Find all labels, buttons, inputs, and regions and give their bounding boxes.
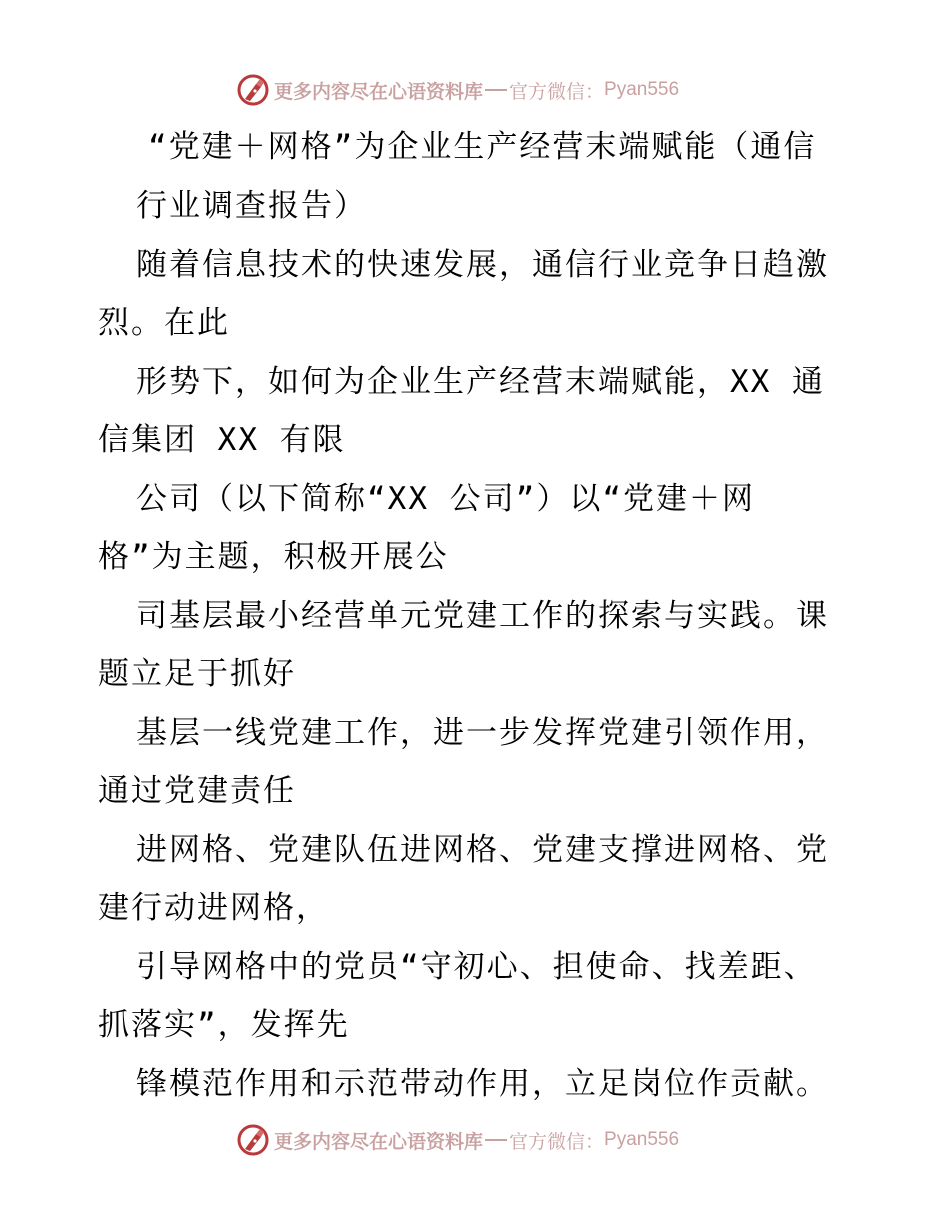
watermark-wechat-id: Pyan556 [604, 79, 680, 100]
watermark-text: 更多内容尽在心语资料库 [274, 80, 484, 103]
header-watermark [236, 72, 679, 108]
watermark-wechat-id: Pyan556 [604, 1129, 680, 1150]
watermark-wechat-label: 官方微信： [509, 1130, 605, 1153]
document-text-line: 引导网格中的党员“守初心、担使命、找差距、 [136, 949, 817, 985]
document-text-line: 抓落实”，发挥先 [98, 1007, 350, 1043]
document-text-line: 基层一线党建工作，进一步发挥党建引领作用， [136, 715, 829, 751]
watermark-dash [485, 1139, 507, 1141]
watermark-dash [485, 89, 507, 91]
document-text-line: 通过党建责任 [98, 773, 296, 809]
footer-watermark [236, 1122, 679, 1158]
watermark-text: 更多内容尽在心语资料库 [274, 1130, 484, 1153]
document-text-line: 进网格、党建队伍进网格、党建支撑进网格、党 [136, 832, 829, 868]
document-text-line: 随着信息技术的快速发展，通信行业竞争日趋激 [136, 247, 829, 283]
document-text-line: 司基层最小经营单元党建工作的探索与实践。课 [136, 598, 829, 634]
document-text-line: 烈。在此 [98, 305, 230, 341]
watermark-wechat-label: 官方微信： [509, 80, 605, 103]
document-text-line: 信集团 XX 有限 [98, 422, 346, 458]
pen-nib-logo-icon [236, 1123, 270, 1157]
document-text-line: 格”为主题，积极开展公 [98, 539, 449, 575]
document-text-line: 锋模范作用和示范带动作用，立足岗位作贡献。 [136, 1066, 829, 1102]
document-text-line: 公司（以下简称“XX 公司”）以“党建＋网 [136, 481, 755, 517]
document-text-line: 形势下，如何为企业生产经营末端赋能，XX 通 [136, 364, 825, 400]
pen-nib-logo-icon [236, 73, 270, 107]
document-title-line-2: 行业调查报告） [136, 188, 367, 224]
document-text-line: 建行动进网格， [98, 890, 329, 926]
document-title-line-1: “党建＋网格”为企业生产经营末端赋能（通信 [148, 129, 817, 165]
document-text-line: 题立足于抓好 [98, 656, 296, 692]
